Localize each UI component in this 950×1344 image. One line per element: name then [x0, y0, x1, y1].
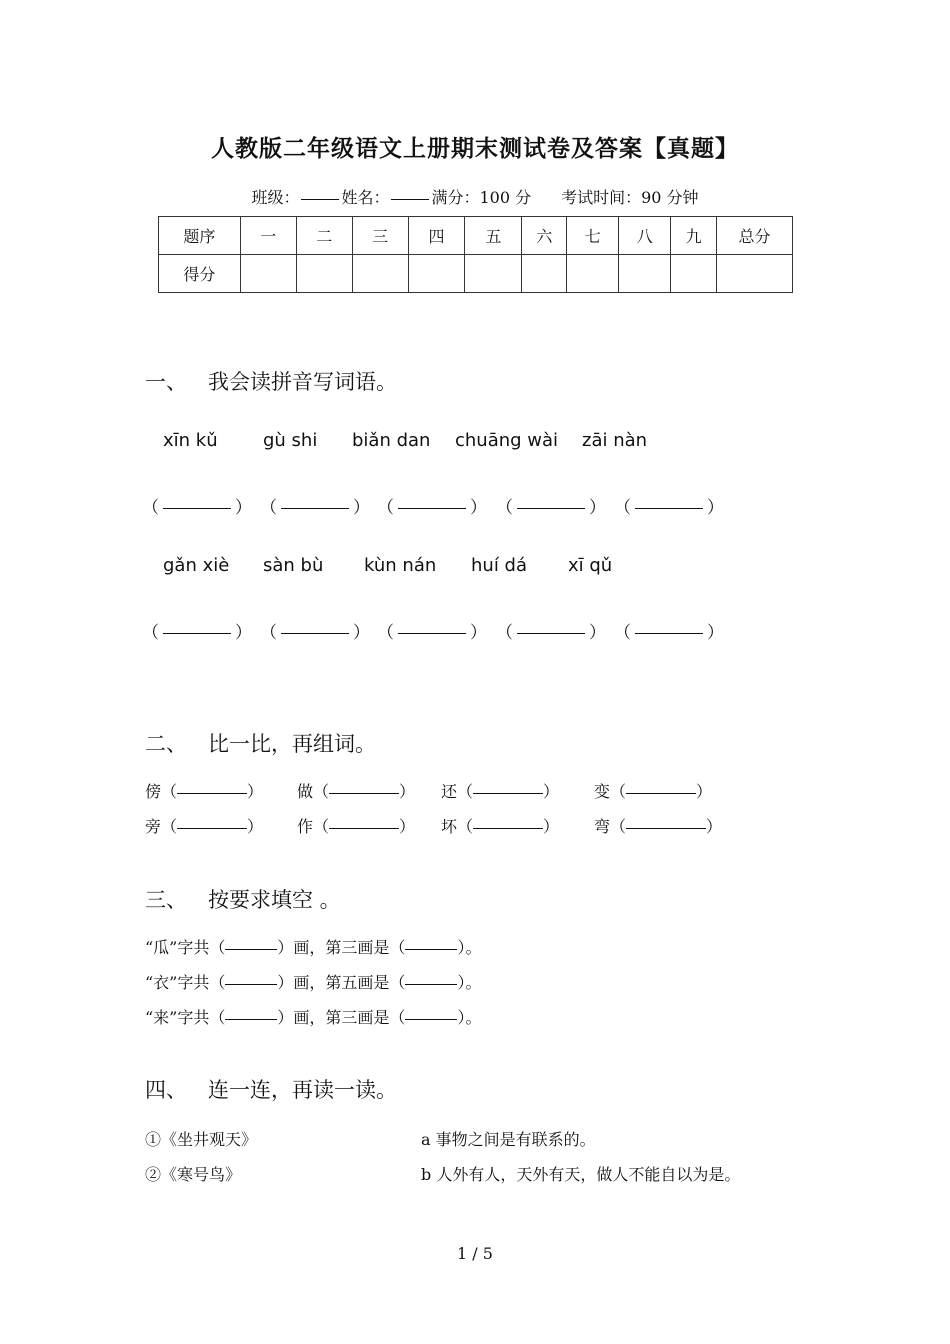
answer-blank[interactable] — [405, 984, 457, 985]
score-cell[interactable] — [717, 255, 793, 293]
answer-row: （ ） — [614, 623, 724, 643]
compare-item: 变（ ） — [594, 782, 713, 801]
answer-blank[interactable] — [281, 633, 349, 634]
exam-time: 考试时间：90 分钟 — [561, 188, 699, 207]
full-score: 满分：100 分 — [431, 188, 532, 207]
answer-blank[interactable] — [177, 828, 247, 829]
pinyin: gù shi — [263, 430, 318, 451]
answer-row: （ ） — [260, 623, 370, 643]
score-cell[interactable] — [619, 255, 671, 293]
answer-blank[interactable] — [635, 633, 703, 634]
pinyin: biǎn dan — [352, 430, 431, 451]
answer-blank[interactable] — [405, 949, 457, 950]
page-number: 1 / 5 — [457, 1244, 493, 1263]
fill-item: “来”字共（ ）画，第三画是（ ）。 — [145, 1008, 482, 1027]
answer-blank[interactable] — [405, 1019, 457, 1020]
match-right-item[interactable]: b 人外有人，天外有天，做人不能自以为是。 — [421, 1165, 741, 1184]
match-left-item[interactable]: ②《寒号鸟》 — [145, 1165, 242, 1184]
score-table-score-row — [159, 255, 793, 293]
name-label: 姓名： — [341, 188, 390, 207]
document-title: 人教版二年级语文上册期末测试卷及答案【真题】 — [211, 135, 739, 162]
pinyin: huí dá — [471, 555, 527, 576]
compare-item: 还（ ） — [441, 782, 560, 801]
fill-item: “瓜”字共（ ）画，第三画是（ ）。 — [145, 938, 482, 957]
header-cell: 八 — [619, 217, 671, 255]
answer-blank[interactable] — [626, 793, 696, 794]
pinyin: kùn nán — [364, 555, 437, 576]
pinyin: sàn bù — [263, 555, 324, 576]
answer-blank[interactable] — [473, 793, 543, 794]
score-cell[interactable] — [296, 255, 352, 293]
answer-blank[interactable] — [626, 828, 706, 829]
answer-blank[interactable] — [281, 508, 349, 509]
pinyin: chuāng wài — [455, 430, 559, 451]
score-cell[interactable] — [240, 255, 296, 293]
header-cell: 二 — [296, 217, 352, 255]
answer-blank[interactable] — [473, 828, 543, 829]
header-cell: 一 — [240, 217, 296, 255]
pinyin: xī qǔ — [568, 555, 613, 576]
score-cell[interactable] — [671, 255, 717, 293]
answer-blank[interactable] — [517, 633, 585, 634]
score-cell[interactable] — [352, 255, 408, 293]
compare-item: 作（ ） — [297, 817, 416, 836]
answer-row: （ ） — [142, 498, 252, 518]
answer-blank[interactable] — [329, 828, 399, 829]
answer-row: （ ） — [142, 623, 252, 643]
answer-blank[interactable] — [225, 949, 277, 950]
answer-blank[interactable] — [163, 633, 231, 634]
answer-row: （ ） — [377, 498, 487, 518]
pinyin: xīn kǔ — [163, 430, 218, 451]
score-table-header-row — [159, 217, 793, 255]
exam-info-line — [0, 185, 950, 208]
match-left-item[interactable]: ①《坐井观天》 — [145, 1130, 258, 1149]
answer-blank[interactable] — [329, 793, 399, 794]
score-table — [158, 216, 793, 293]
answer-row: （ ） — [496, 623, 606, 643]
class-label: 班级： — [251, 188, 300, 207]
header-cell: 总分 — [717, 217, 793, 255]
header-cell: 题序 — [159, 217, 241, 255]
match-right-item[interactable]: a 事物之间是有联系的。 — [421, 1130, 596, 1149]
compare-item: 坏（ ） — [441, 817, 560, 836]
answer-row: （ ） — [260, 498, 370, 518]
pinyin: zāi nàn — [582, 430, 648, 451]
answer-blank[interactable] — [177, 793, 247, 794]
score-cell[interactable] — [408, 255, 465, 293]
fill-item: “衣”字共（ ）画，第五画是（ ）。 — [145, 973, 482, 992]
compare-item: 弯（ ） — [594, 817, 723, 836]
answer-row: （ ） — [496, 498, 606, 518]
answer-blank[interactable] — [517, 508, 585, 509]
name-blank[interactable] — [391, 199, 429, 200]
compare-item: 做（ ） — [297, 782, 416, 801]
header-cell: 四 — [408, 217, 465, 255]
header-cell: 五 — [465, 217, 522, 255]
answer-blank[interactable] — [225, 984, 277, 985]
header-cell: 六 — [522, 217, 567, 255]
score-cell[interactable] — [567, 255, 619, 293]
header-cell: 三 — [352, 217, 408, 255]
section4-heading: 四、 连一连，再读一读。 — [145, 1078, 397, 1102]
answer-blank[interactable] — [163, 508, 231, 509]
score-row-label: 得分 — [159, 255, 241, 293]
answer-row: （ ） — [614, 498, 724, 518]
compare-item: 旁（ ） — [145, 817, 264, 836]
compare-item: 傍（ ） — [145, 782, 264, 801]
section1-heading: 一、 我会读拼音写词语。 — [145, 370, 397, 394]
header-cell: 九 — [671, 217, 717, 255]
answer-blank[interactable] — [635, 508, 703, 509]
header-cell: 七 — [567, 217, 619, 255]
score-cell[interactable] — [522, 255, 567, 293]
answer-blank[interactable] — [398, 508, 466, 509]
section2-heading: 二、 比一比，再组词。 — [145, 732, 376, 756]
pinyin: gǎn xiè — [163, 555, 230, 576]
answer-blank[interactable] — [398, 633, 466, 634]
answer-blank[interactable] — [225, 1019, 277, 1020]
score-cell[interactable] — [465, 255, 522, 293]
answer-row: （ ） — [377, 623, 487, 643]
section3-heading: 三、 按要求填空 。 — [145, 888, 341, 912]
class-blank[interactable] — [301, 199, 339, 200]
